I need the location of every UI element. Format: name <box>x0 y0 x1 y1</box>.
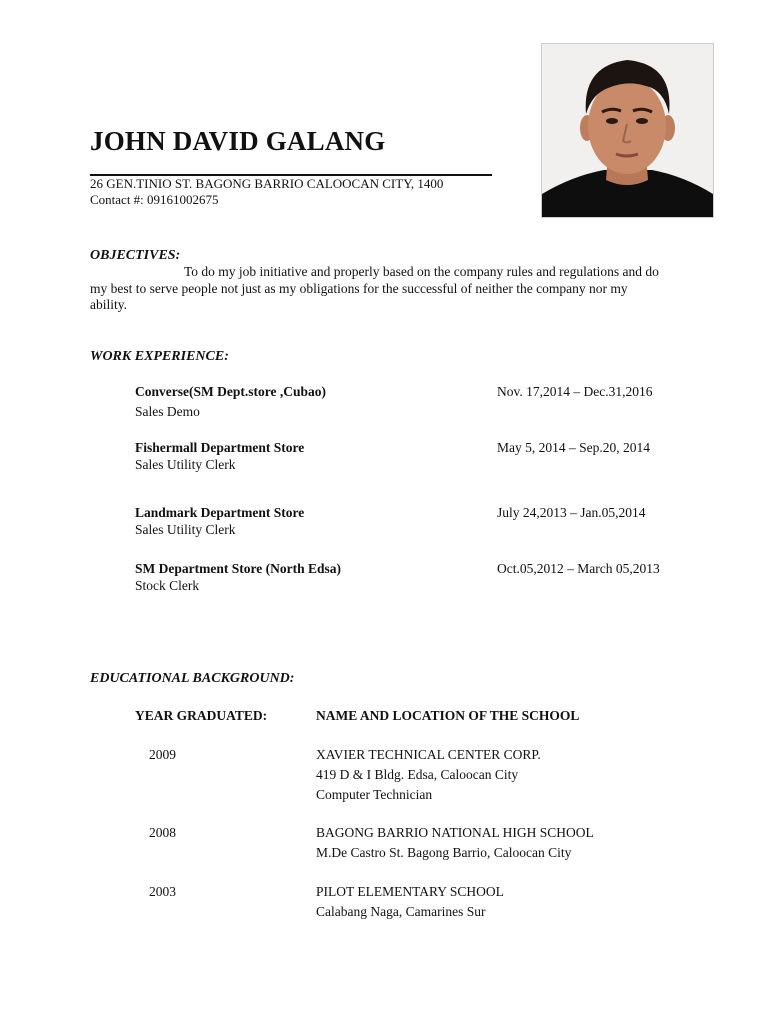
job-role: Sales Utility Clerk <box>135 522 236 537</box>
job-role: Sales Demo <box>135 404 200 419</box>
school-line: M.De Castro St. Bagong Barrio, Caloocan City <box>316 845 572 860</box>
objectives-line: my best to serve people not just as my obligations for the successful of neither the company nor my <box>90 280 628 296</box>
job-company: SM Department Store (North Edsa) <box>135 561 341 576</box>
school-line: Computer Technician <box>316 787 433 802</box>
address-line: 26 GEN.TINIO ST. BAGONG BARRIO CALOOCAN CITY, 1400 <box>90 176 444 191</box>
school-line: Calabang Naga, Camarines Sur <box>316 904 486 919</box>
education-entry <box>316 745 541 805</box>
portrait-photo-icon <box>542 44 713 217</box>
contact-number: Contact #: 09161002675 <box>90 192 219 207</box>
school-line: XAVIER TECHNICAL CENTER CORP. <box>316 747 541 762</box>
school-name-header: NAME AND LOCATION OF THE SCHOOL <box>316 708 580 723</box>
education-entry <box>316 823 594 863</box>
school-line: BAGONG BARRIO NATIONAL HIGH SCHOOL <box>316 825 594 840</box>
job-company: Converse(SM Dept.store ,Cubao) <box>135 384 326 399</box>
job-dates: May 5, 2014 – Sep.20, 2014 <box>497 440 650 455</box>
job-role: Sales Utility Clerk <box>135 457 236 472</box>
job-dates: Nov. 17,2014 – Dec.31,2016 <box>497 384 653 399</box>
education-year: 2009 <box>149 747 176 762</box>
job-dates: July 24,2013 – Jan.05,2014 <box>497 505 646 520</box>
job-company: Fishermall Department Store <box>135 440 305 455</box>
education-year: 2003 <box>149 884 176 899</box>
objectives-text <box>90 264 690 314</box>
education-year: 2008 <box>149 825 176 840</box>
job-company: Landmark Department Store <box>135 505 305 520</box>
work-experience-heading: WORK EXPERIENCE: <box>90 349 229 364</box>
education-entry <box>316 882 504 922</box>
school-line: PILOT ELEMENTARY SCHOOL <box>316 884 504 899</box>
education-heading: EDUCATIONAL BACKGROUND: <box>90 671 295 686</box>
job-role: Stock Clerk <box>135 578 200 593</box>
applicant-name: JOHN DAVID GALANG <box>90 126 386 156</box>
contact-block <box>90 176 443 208</box>
objectives-heading: OBJECTIVES: <box>90 248 181 263</box>
objectives-line: To do my job initiative and properly based on the company rules and regulations and do <box>184 264 659 279</box>
profile-photo <box>541 43 714 218</box>
objectives-line: ability. <box>90 297 127 312</box>
year-graduated-header: YEAR GRADUATED: <box>135 708 268 723</box>
job-dates: Oct.05,2012 – March 05,2013 <box>497 561 660 576</box>
school-line: 419 D & I Bldg. Edsa, Caloocan City <box>316 767 519 782</box>
